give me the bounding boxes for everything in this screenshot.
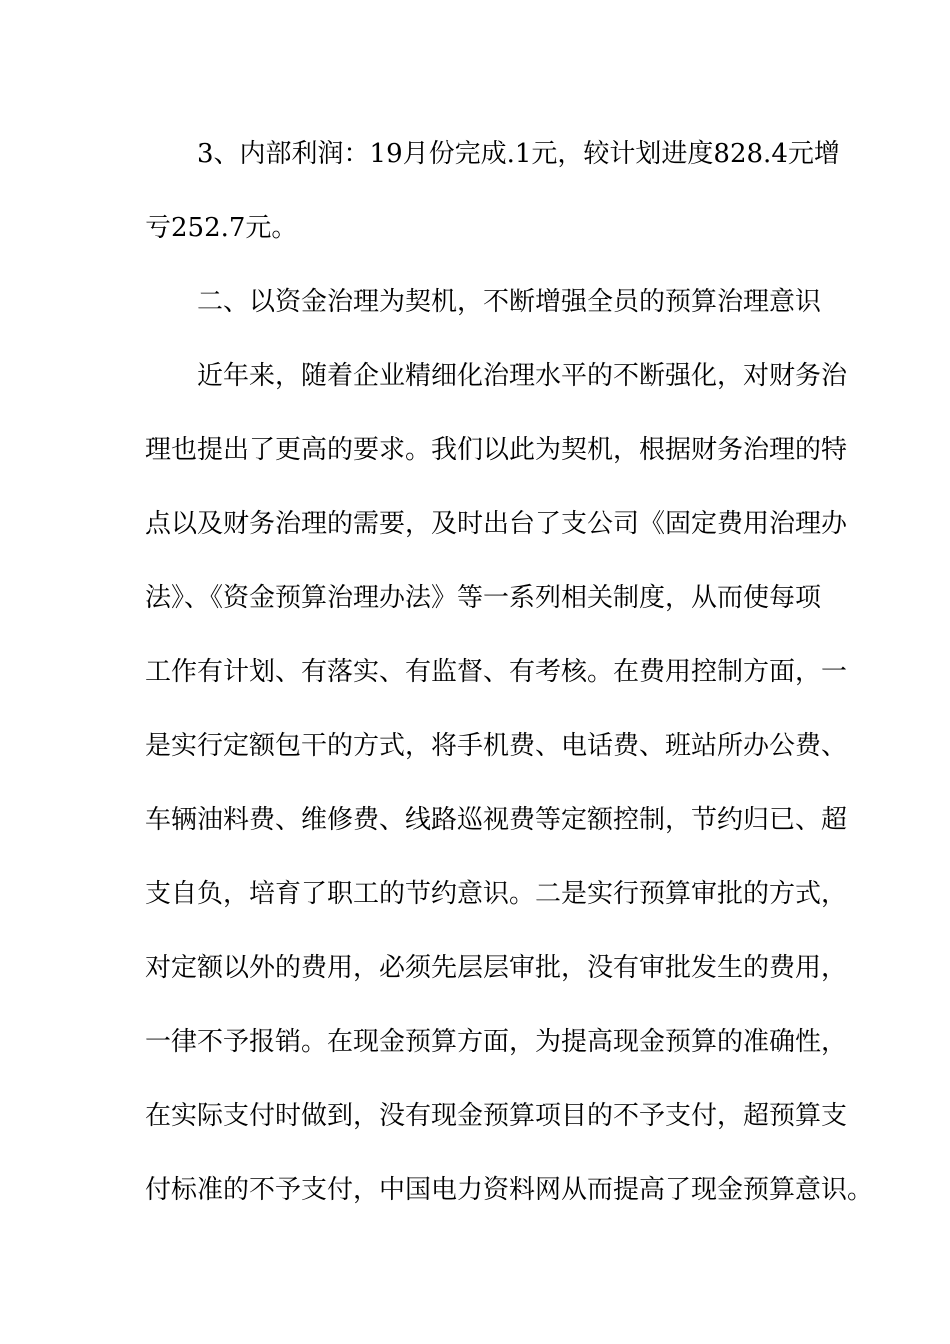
paragraph-line: 理也提出了更高的要求。我们以此为契机，根据财务治理的特 [145, 435, 848, 465]
paragraph-line: 车辆油料费、维修费、线路巡视费等定额控制，节约归已、超 [145, 805, 848, 835]
paragraph-line: 支自负，培育了职工的节约意识。二是实行预算审批的方式， [145, 879, 848, 909]
paragraph-line: 近年来，随着企业精细化治理水平的不断强化，对财务治 [197, 361, 848, 391]
paragraph-line: 在实际支付时做到，没有现金预算项目的不予支付，超预算支 [145, 1101, 848, 1131]
section-heading: 二、以资金治理为契机，不断增强全员的预算治理意识 [197, 287, 822, 317]
paragraph-line: 工作有计划、有落实、有监督、有考核。在费用控制方面，一 [145, 657, 848, 687]
paragraph-line-internal-profit: 3、内部利润：19月份完成.1元，较计划进度828.4元增 [197, 139, 840, 169]
paragraph-line: 是实行定额包干的方式，将手机费、电话费、班站所办公费、 [145, 731, 848, 761]
paragraph-line: 一律不予报销。在现金预算方面，为提高现金预算的准确性， [145, 1027, 848, 1057]
paragraph-line: 亏252.7元。 [145, 213, 298, 243]
paragraph-line: 点以及财务治理的需要，及时出台了支公司《固定费用治理办 [145, 509, 848, 539]
paragraph-line: 对定额以外的费用，必须先层层审批，没有审批发生的费用， [145, 953, 848, 983]
paragraph-line: 付标准的不予支付，中国电力资料网从而提高了现金预算意识。 [145, 1175, 874, 1205]
paragraph-line: 法》、《资金预算治理办法》等一系列相关制度，从而使每项 [145, 583, 822, 613]
